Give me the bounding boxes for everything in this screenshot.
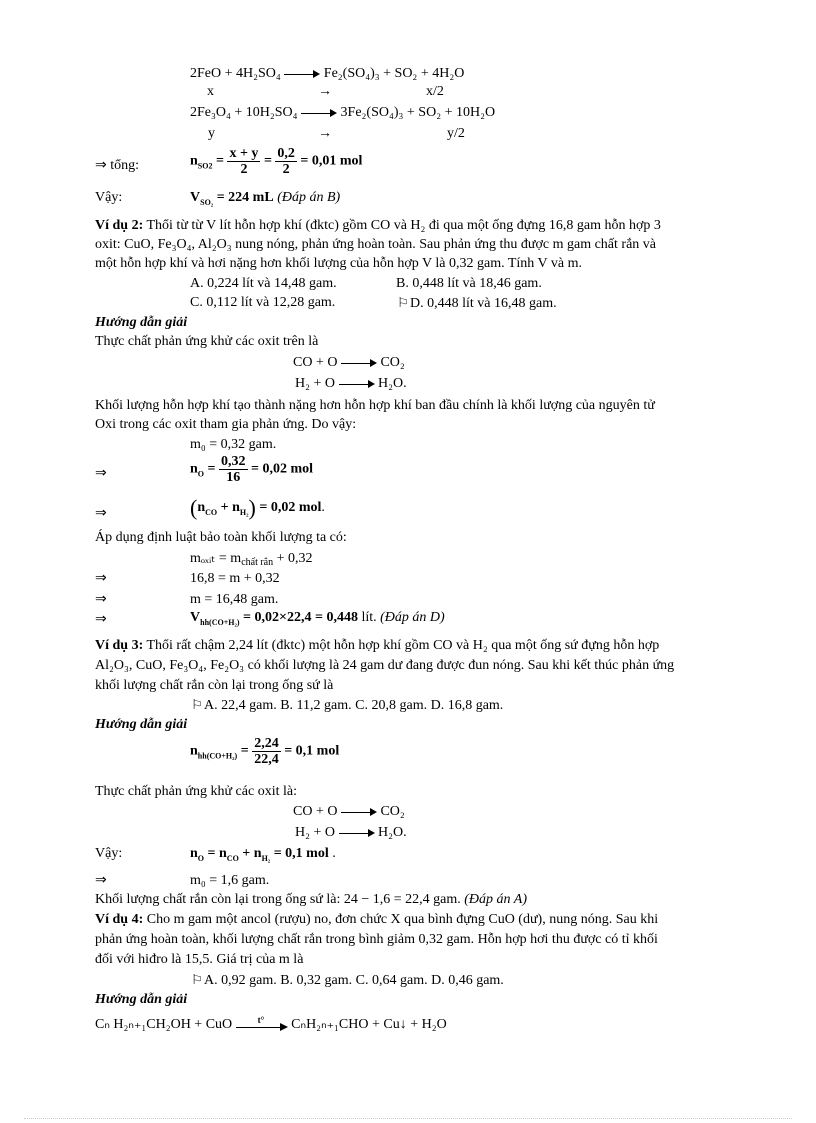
n-hh-expression: $n_{hh(CO+H_2)}$ = $\frac{2,24}{22,4}$ = 0,1 mol [190,736,340,767]
vd4-title: Ví dụ 4: [95,912,144,927]
eq2-rhs: 3Fe₂(SO₄)₃ + SO₂ + 10H₂O [340,105,496,120]
n-o-expression: $n_O$ = $\frac{0,32}{16}$ = 0,02 mol [190,454,314,485]
vd2-option-b: B. 0,448 lít và 18,46 gam. [396,276,542,291]
vd4-options: ⚐A. 0,92 gam. B. 0,32 gam. C. 0,64 gam. D. 0,46 gam. [191,972,504,988]
huong-dan-giai-1: Hướng dẫn giải [95,315,188,330]
vd4-line2: phản ứng hoàn toàn, khối lượng chất rắn trong bình giảm 0,32 gam. Hỗn hợp hơi thu được có tỉ khối [95,932,658,947]
tong-expression: $n_{SO2}$ = $\frac{x + y}{2}$ = $\frac{0,2}{2}$ = 0,01 mol [190,146,363,177]
eq1-sub-arrow: → [318,84,332,99]
page-bottom-rule [24,1118,792,1119]
implies-icon: ⇒ [95,873,107,888]
vd3-line1: Ví dụ 3: Thổi rất chậm 2,24 lít (đktc) một hỗn hợp khí gồm CO và H₂ qua một ống sứ đựng hỗn hợp [95,638,660,653]
frac-xy: $\frac{x + y}{2}$ [229,146,259,177]
vd2-line3: một hỗn hợp khí và hơi nặng hơn khối lượng của hỗn hợp V là 0,32 gam. Tính V và m. [95,256,583,271]
tong-label: ⇒ tổng: [95,158,140,173]
vay-label-2: Vậy: [95,846,123,861]
vay-label-1: Vậy: [95,190,123,205]
tong-result: = 0,01 mol [300,153,363,169]
answer-b: (Đáp án B) [277,190,341,205]
eq1-sub-x2: x/2 [426,84,444,99]
vd3-line2: Al₂O₃, CuO, Fe₃O₄, Fe₂O₃ có khối lượng là 24 gam dư đang được đun nóng. Sau khi kết thúc phản ứng [95,658,675,673]
vd2-line2: oxit: CuO, Fe₃O₄, Al₂O₃ nung nóng, phản ứng hoàn toàn. Sau phản ứng thu được m gam chất rắn và [95,237,657,252]
implies-icon: ⇒ [95,466,107,481]
vd3-line3: khối lượng chất rắn còn lại trong ống sứ là [95,678,334,693]
reaction-co-2: CO + O CO₂ [293,804,405,819]
ap-dung-line: Áp dụng định luật bảo toàn khối lượng ta có: [95,530,347,545]
reaction-arrow-icon [341,358,377,368]
thuc-chat-1: Thực chất phản ứng khử các oxit trên là [95,334,319,349]
vd2-title: Ví dụ 2: [95,218,144,233]
thuc-chat-2: Thực chất phản ứng khử các oxit là: [95,784,297,799]
reaction-arrow-icon [301,108,337,118]
implies-icon: ⇒ [95,506,107,521]
vd2-option-c: C. 0,112 lít và 12,28 gam. [190,295,336,310]
reaction-arrow-icon [341,807,377,817]
kl-chat-ran: Khối lượng chất rắn còn lại trong ống sứ là: 24 − 1,6 = 22,4 gam. (Đáp án A) [95,892,527,907]
n-co-h2-expression: $(n_{CO} + n_{H_2}) = 0,02$ mol. [190,495,325,520]
kl-line2: Oxi trong các oxit tham gia phản ứng. Do vậy: [95,417,357,432]
eq2-lhs: 2Fe₃O₄ + 10H₂SO₄ [190,105,298,120]
reaction-arrow-icon [339,828,375,838]
step-1: 16,8 = m + 0,32 [190,571,280,586]
eq1-rhs: Fe₂(SO₄)₃ + SO₂ + 4H₂O [323,66,465,81]
eq2-sub-y2: y/2 [447,126,465,141]
so2-sub: SO2 [197,161,213,171]
m0-line: m₀ = 0,32 gam. [190,437,277,452]
huong-dan-giai-3: Hướng dẫn giải [95,992,188,1007]
heat-arrow-icon: t° [236,1018,288,1032]
equation-fe3o4 [190,105,495,121]
n-symbol: n [190,153,198,169]
eq2-sub-y: y [208,126,215,141]
frac-02: $\frac{0,2}{2}$ [277,146,295,177]
implies-icon: ⇒ [95,592,107,607]
v-so2-result: $V_{SO_2} = 224$ mL (Đáp án B) [190,190,341,207]
reaction-arrow-icon [339,379,375,389]
final-equation: Cₙ H₂ₙ₊₁CH₂OH + CuO t° CₙH₂ₙ₊₁CHO + Cu↓ + H₂O [95,1014,447,1032]
eq1-lhs: 2FeO + 4H₂SO₄ [190,66,281,81]
reaction-co: CO + O CO₂ [293,355,405,370]
equation-feo [190,66,464,82]
vd4-line1: Ví dụ 4: Cho m gam một ancol (rượu) no, đơn chức X qua bình đựng CuO (dư), nung nóng. Sau khi [95,912,659,927]
step-2: m = 16,48 gam. [190,592,279,607]
vd2-option-a: A. 0,224 lít và 14,48 gam. [190,276,337,291]
implies-icon: ⇒ [95,571,107,586]
kl-line1: Khối lượng hỗn hợp khí tạo thành nặng hơn hỗn hợp khí ban đầu chính là khối lượng của nguyên tử [95,398,655,413]
flag-icon: ⚐ [191,972,203,987]
eq1-sub-x: x [207,84,214,99]
vd2-line1: Ví dụ 2: Thổi từ từ V lít hỗn hợp khí (đktc) gồm CO và H₂ đi qua một ống đựng 16,8 gam hỗn hợp 3 [95,218,661,233]
flag-icon: ⚐ [191,697,203,712]
eq2-sub-arrow: → [318,126,332,141]
reaction-arrow-icon [284,69,320,79]
vd4-line3: đối với hiđro là 15,5. Giá trị của m là [95,952,304,967]
n-o-sum: $n_O = n_{CO} + n_{H_2} = 0,1$ mol . [190,846,336,863]
implies-icon: ⇒ [95,612,107,627]
m-oxit-line: mₒₓᵢₜ = $m_{chất rắn} + 0,32$ [190,551,313,568]
v-hh-result: $V_{hh(CO+H_2)} = 0,02\times 22,4 = 0,448$ lít. (Đáp án D) [190,610,445,627]
flag-icon: ⚐ [397,295,409,310]
vd2-option-d: ⚐D. 0,448 lít và 16,48 gam. [397,295,557,311]
reaction-h2-2: H₂ + O H₂O. [295,825,407,840]
reaction-h2: H₂ + O H₂O. [295,376,407,391]
vd3-options: ⚐A. 22,4 gam. B. 11,2 gam. C. 20,8 gam. D. 16,8 gam. [191,697,504,713]
huong-dan-giai-2: Hướng dẫn giải [95,717,188,732]
m0b-line: m₀ = 1,6 gam. [190,873,270,888]
vd3-title: Ví dụ 3: [95,638,144,653]
